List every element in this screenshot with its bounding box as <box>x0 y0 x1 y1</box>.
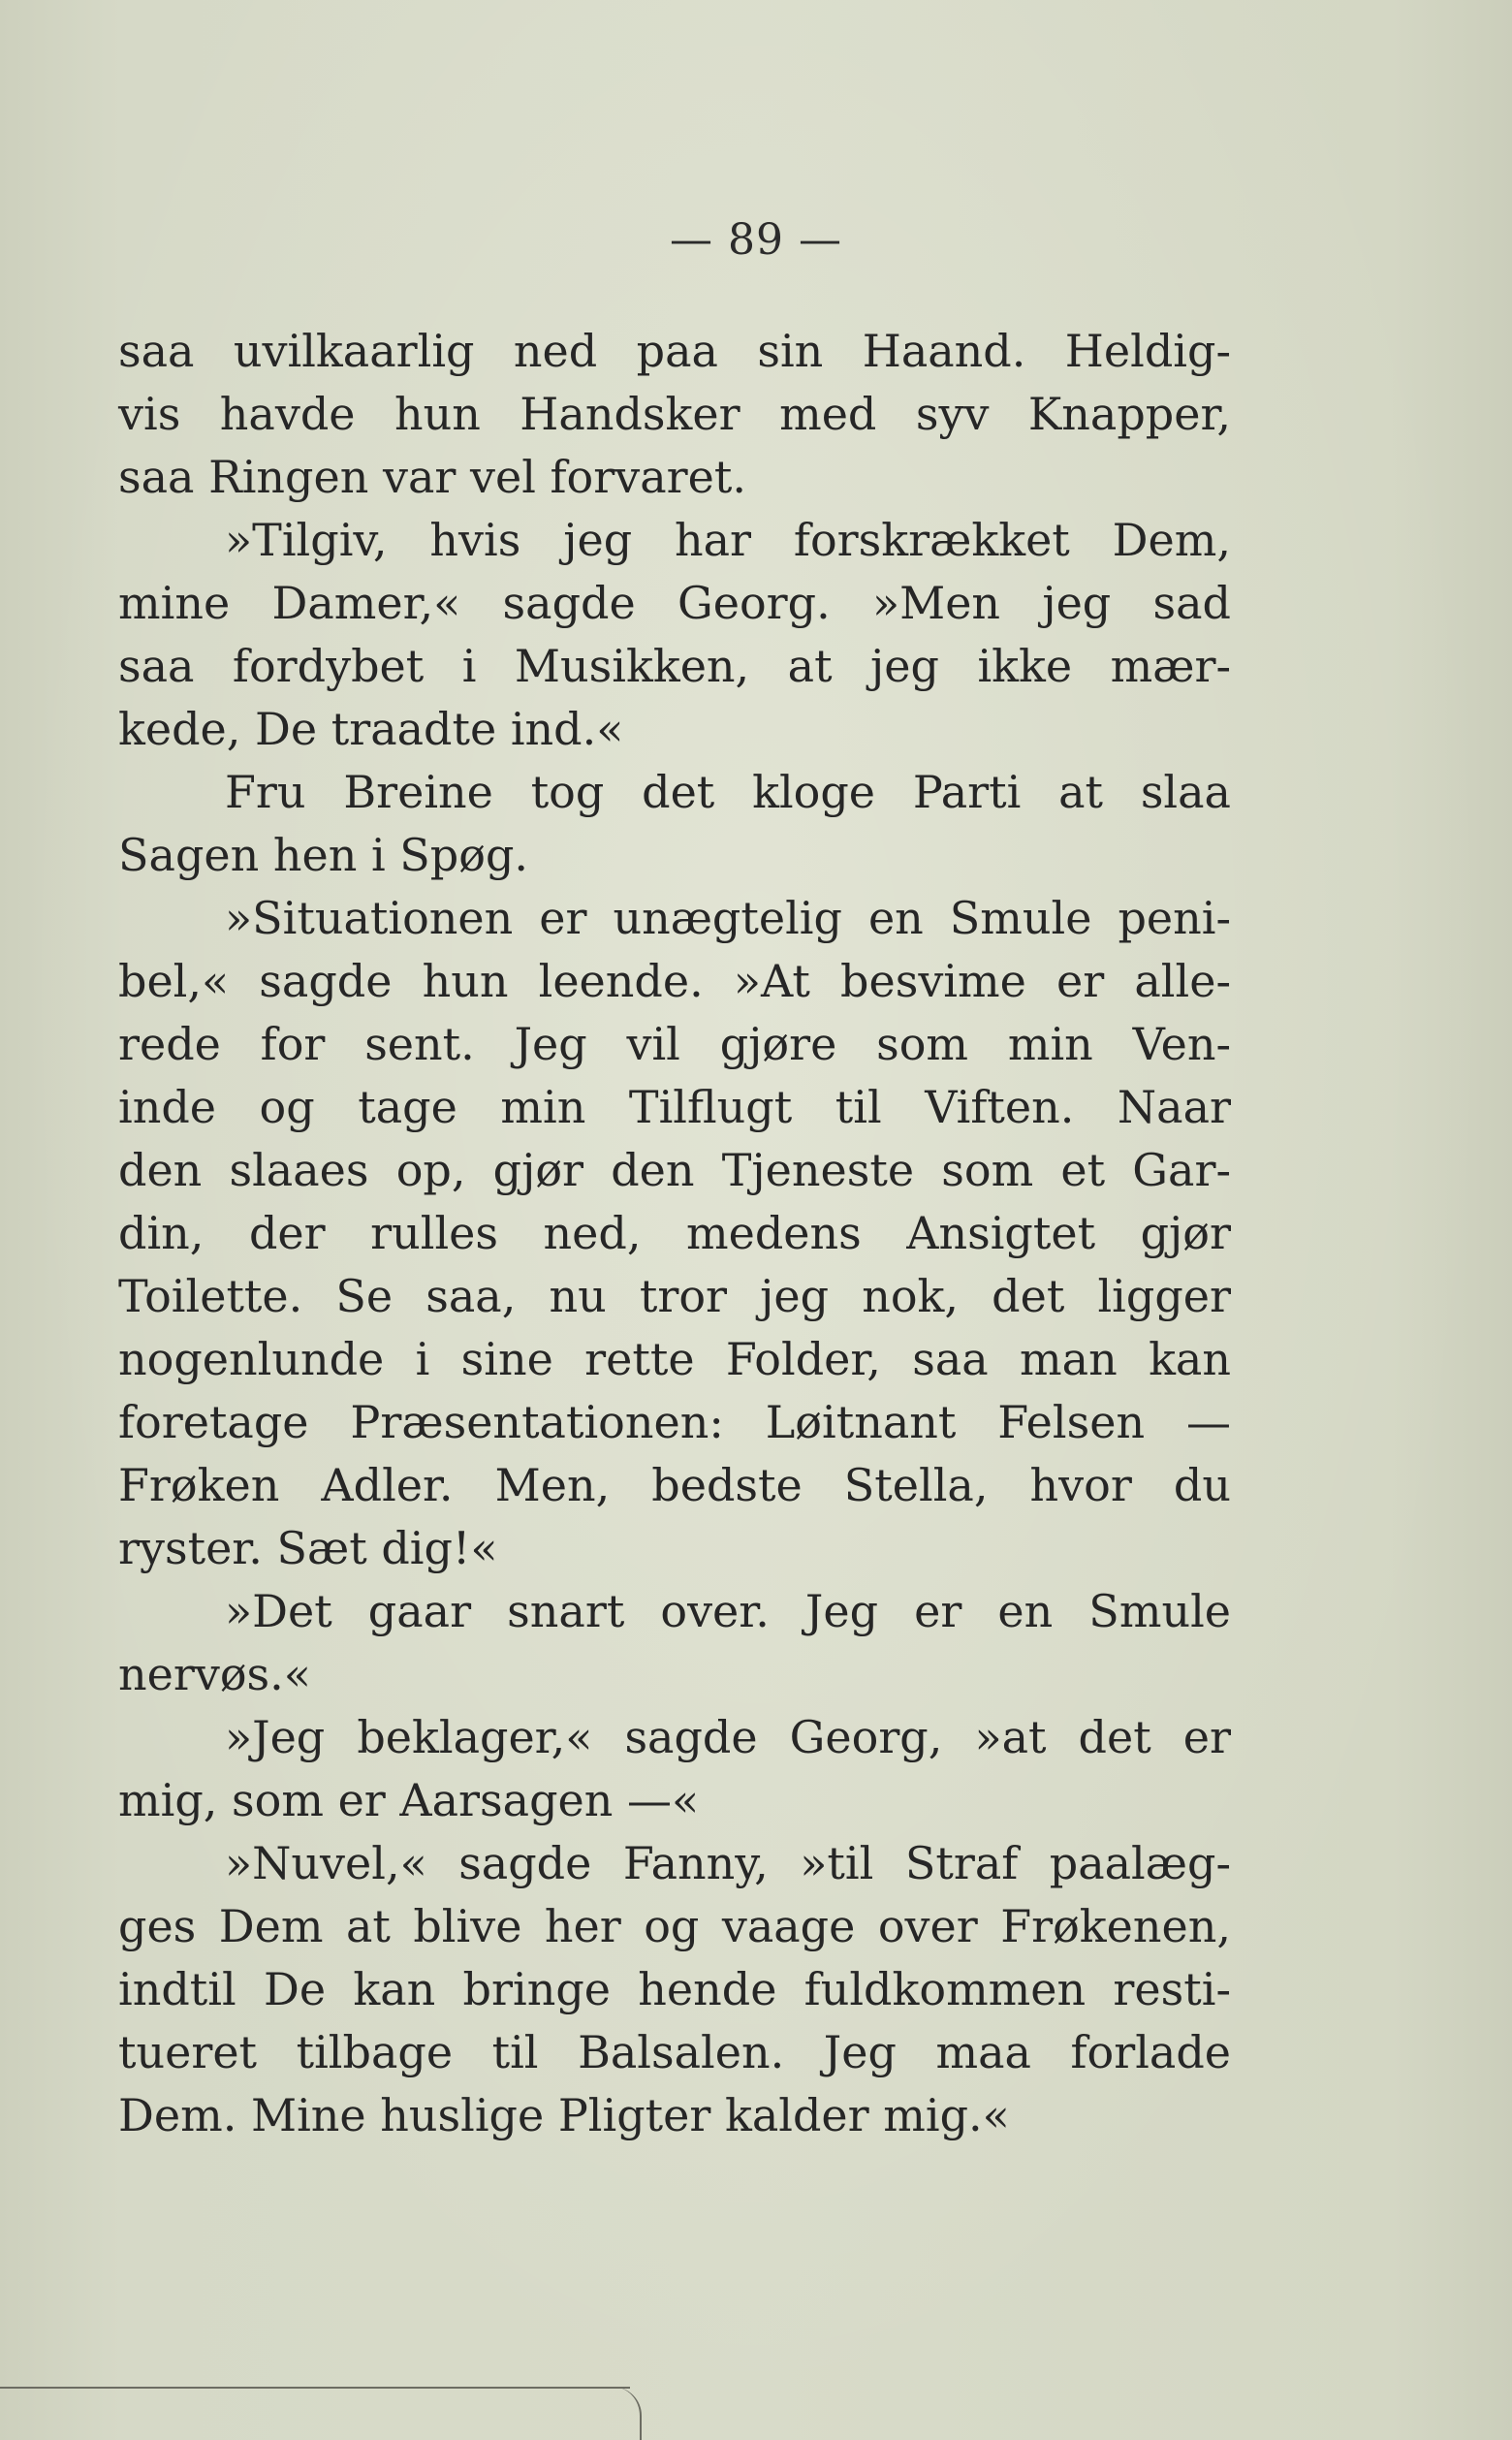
text-line: »Det gaar snart over. Jeg er en Smule <box>225 1585 1231 1637</box>
text-line: »Tilgiv, hvis jeg har forskrækket Dem, <box>225 514 1231 566</box>
text-line: foretage Præsentationen: Løitnant Felsen — <box>118 1396 1231 1448</box>
text-line: »Jeg beklager,« sagde Georg, »at det er <box>225 1711 1231 1763</box>
text-line: din, der rulles ned, medens Ansigtet gjør <box>118 1207 1231 1259</box>
text-line: Frøken Adler. Men, bedste Stella, hvor du <box>118 1459 1231 1511</box>
text-line: nogenlunde i sine rette Folder, saa man kan <box>118 1333 1231 1385</box>
text-line: saa fordybet i Musikken, at jeg ikke mær- <box>118 640 1231 692</box>
text-line: saa uvilkaarlig ned paa sin Haand. Heldig- <box>118 325 1231 377</box>
text-line: »Nuvel,« sagde Fanny, »til Straf paalæg- <box>225 1837 1231 1889</box>
text-line: ryster. Sæt dig!« <box>118 1522 498 1574</box>
page-number: — 89 — <box>670 215 842 265</box>
text-line: kede, De traadte ind.« <box>118 703 624 755</box>
text-line: nervøs.« <box>118 1648 311 1700</box>
text-line: Fru Breine tog det kloge Parti at slaa <box>225 766 1231 818</box>
text-line: den slaaes op, gjør den Tjeneste som et Gar- <box>118 1144 1231 1196</box>
text-line: inde og tage min Tilflugt til Viften. Naar <box>118 1081 1231 1133</box>
text-line: mig, som er Aarsagen —« <box>118 1774 700 1826</box>
text-line: tueret tilbage til Balsalen. Jeg maa forlade <box>118 2026 1231 2078</box>
text-line: Toilette. Se saa, nu tror jeg nok, det ligger <box>118 1270 1231 1322</box>
text-line: ges Dem at blive her og vaage over Frøkenen, <box>118 1900 1231 1952</box>
text-line: saa Ringen var vel forvaret. <box>118 451 746 503</box>
text-line: rede for sent. Jeg vil gjøre som min Ven- <box>118 1018 1231 1070</box>
text-line: bel,« sagde hun leende. »At besvime er alle- <box>118 955 1231 1007</box>
text-line: »Situationen er unægtelig en Smule peni- <box>225 892 1231 944</box>
bottom-edge-curve <box>601 2387 642 2440</box>
text-line: Sagen hen i Spøg. <box>118 829 529 881</box>
text-line: mine Damer,« sagde Georg. »Men jeg sad <box>118 577 1231 629</box>
text-line: vis havde hun Handsker med syv Knapper, <box>118 388 1231 440</box>
body-text <box>118 320 1231 2147</box>
text-line: indtil De kan bringe hende fuldkommen resti- <box>118 1963 1231 2015</box>
bottom-edge-line <box>0 2387 630 2389</box>
text-line: Dem. Mine huslige Pligter kalder mig.« <box>118 2089 1010 2141</box>
